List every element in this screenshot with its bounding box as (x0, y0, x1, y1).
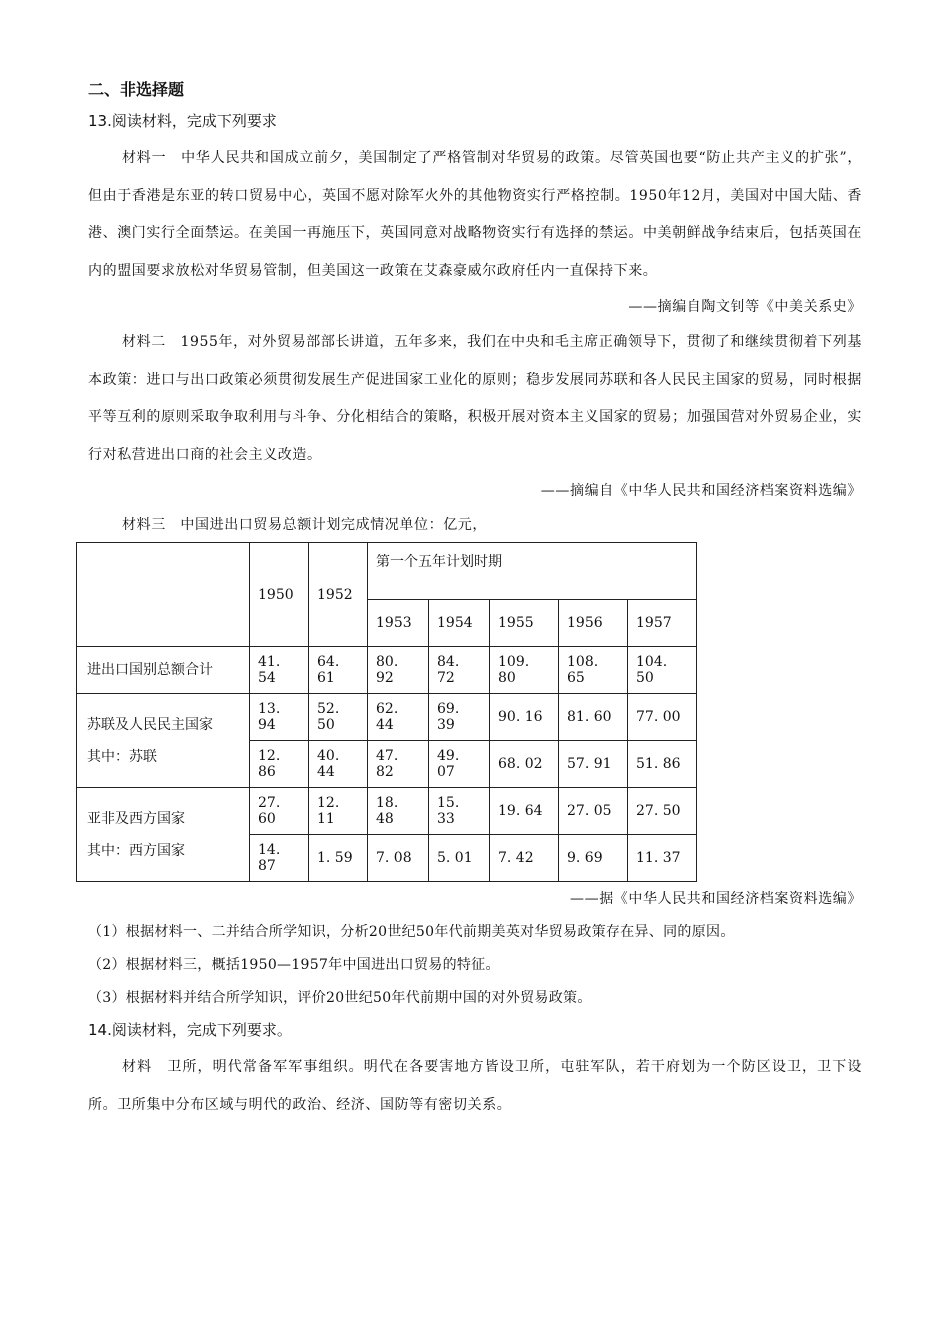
table-cell: 49. 07 (429, 741, 490, 788)
table-cell: 47. 82 (368, 741, 429, 788)
material-2-source: ——摘编自《中华人民共和国经济档案资料选编》 (540, 483, 862, 499)
table-cell: 13. 94 (250, 694, 309, 741)
table-cell: 14. 87 (250, 835, 309, 882)
table-cell: 62. 44 (368, 694, 429, 741)
table-row-label-line2: 其中：西方国家 (87, 842, 185, 859)
table-cell: 109. 80 (490, 647, 559, 694)
table-row (77, 788, 697, 835)
table-cell: 108. 65 (559, 647, 628, 694)
question-13-title (88, 108, 862, 134)
table-cell: 84. 72 (429, 647, 490, 694)
table-cell: 80. 92 (368, 647, 429, 694)
question-14-number: 14. (88, 1021, 112, 1039)
table-row-label: 进出口国别总额合计 (77, 647, 250, 694)
table-cell: 19. 64 (490, 788, 559, 835)
document-page (88, 76, 862, 1124)
table-cell: 5. 01 (429, 835, 490, 882)
question-14-title (88, 1017, 862, 1043)
table-cell: 104. 50 (628, 647, 697, 694)
question-14-material: 材料 卫所，明代常备军军事组织。明代在各要害地方皆设卫所，屯驻军队，若干府划为一个防区设卫，卫下设所。卫所集中分布区域与明代的政治、经济、国防等有密切关系。 (88, 1059, 862, 1113)
table-header-cell: 1957 (628, 600, 697, 647)
table-cell: 52. 50 (309, 694, 368, 741)
sub-question-2: （2）根据材料三，概括1950—1957年中国进出口贸易的特征。 (88, 957, 500, 973)
material-1-text: 材料一 中华人民共和国成立前夕，美国制定了严格管制对华贸易的政策。尽管英国也要“防止共产主义的扩张”，但由于香港是东亚的转口贸易中心，英国不愿对除军火外的其他物资实行严格控制。1950年12月，美国对中国大陆、香港、澳门实行全面禁运。在美国一再施压下，英国同意对战略物资实行有选择的禁运。中美朝鲜战争结束后，包括英国在内的盟国要求放松对华贸易管制，但美国这一政策在艾森豪威尔政府任内一直保持下来。 (88, 150, 862, 279)
table-cell: 81. 60 (559, 694, 628, 741)
table-cell: 12. 11 (309, 788, 368, 835)
table-header-cell: 1953 (368, 600, 429, 647)
table-cell: 7. 42 (490, 835, 559, 882)
table-cell: 12. 86 (250, 741, 309, 788)
table-cell: 68. 02 (490, 741, 559, 788)
table-header-cell: 1952 (309, 543, 368, 647)
table-row-label (77, 788, 250, 882)
table-header-cell: 1954 (429, 600, 490, 647)
table-cell: 57. 91 (559, 741, 628, 788)
question-13-number: 13. (88, 112, 112, 130)
trade-table (76, 542, 697, 882)
table-cell: 15. 33 (429, 788, 490, 835)
material-2-text: 材料二 1955年，对外贸易部部长讲道，五年多来，我们在中央和毛主席正确领导下，贯彻了和继续贯彻着下列基本政策：进口与出口政策必须贯彻发展生产促进国家工业化的原则；稳步发展同苏联和各人民民主国家的贸易，同时根据平等互利的原则采取争取利用与斗争、分化相结合的策略，积极开展对资本主义国家的贸易；加强国营对外贸易企业，实行对私营进出口商的社会主义改造。 (88, 334, 862, 463)
table-cell: 51. 86 (628, 741, 697, 788)
table-cell: 90. 16 (490, 694, 559, 741)
table-header-row (77, 543, 697, 600)
table-corner-cell (77, 543, 250, 647)
table-row-label-line1: 苏联及人民民主国家 (87, 716, 213, 733)
table-cell: 64. 61 (309, 647, 368, 694)
sub-question-3: （3）根据材料并结合所学知识，评价20世纪50年代前期中国的对外贸易政策。 (88, 990, 592, 1006)
table-cell: 27. 50 (628, 788, 697, 835)
table-cell: 18. 48 (368, 788, 429, 835)
table-cell: 41. 54 (250, 647, 309, 694)
table-cell: 1. 59 (309, 835, 368, 882)
table-row-label-line1: 亚非及西方国家 (87, 810, 185, 827)
sub-question-1: （1）根据材料一、二并结合所学知识，分析20世纪50年代前期美英对华贸易政策存在异、同的原因。 (88, 924, 735, 940)
table-period-header: 第一个五年计划时期 (368, 543, 697, 600)
table-row-label (77, 694, 250, 788)
material-3-source: ——据《中华人民共和国经济档案资料选编》 (570, 891, 862, 907)
table-cell: 27. 05 (559, 788, 628, 835)
table-cell: 77. 00 (628, 694, 697, 741)
table-cell: 9. 69 (559, 835, 628, 882)
material-3-caption: 材料三 中国进出口贸易总额计划完成情况单位：亿元， (122, 517, 487, 533)
table-cell: 69. 39 (429, 694, 490, 741)
table-cell: 27. 60 (250, 788, 309, 835)
section-title: 二、非选择题 (88, 80, 185, 99)
table-row-label-line2: 其中：苏联 (87, 748, 157, 765)
table-row (77, 647, 697, 694)
material-1-source: ——摘编自陶文钊等《中美关系史》 (628, 299, 862, 315)
table-cell: 11. 37 (628, 835, 697, 882)
table-cell: 7. 08 (368, 835, 429, 882)
question-13-text: 阅读材料，完成下列要求 (111, 112, 277, 130)
table-row (77, 694, 697, 741)
table-header-cell: 1950 (250, 543, 309, 647)
table-header-cell: 1956 (559, 600, 628, 647)
table-cell: 40. 44 (309, 741, 368, 788)
table-header-cell: 1955 (490, 600, 559, 647)
question-14-text: 阅读材料，完成下列要求。 (111, 1021, 292, 1039)
